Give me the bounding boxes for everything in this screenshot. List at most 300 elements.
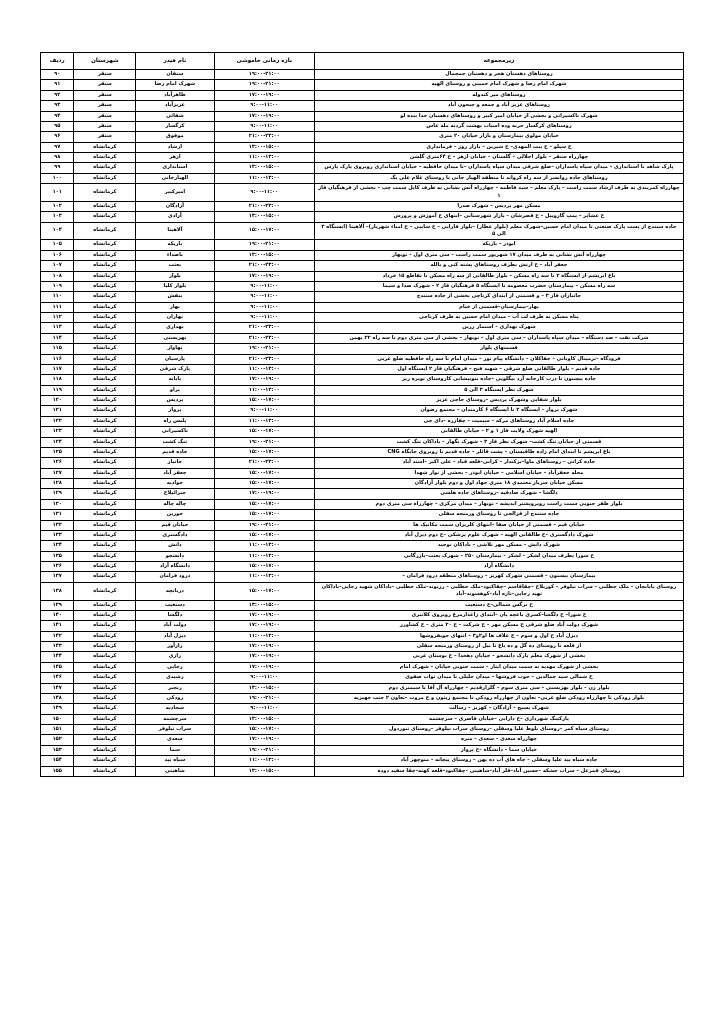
cell-radif: ۱۱۸ bbox=[41, 375, 74, 385]
cell-subset: بلوار زن – بلوار بهزیستی – سی متری سوم – گلزارقدیم – چهارراه آل آقا تا سیمتری دوم bbox=[314, 683, 683, 693]
table-row bbox=[41, 222, 684, 240]
cell-radif: ۱۴۲ bbox=[41, 631, 74, 641]
cell-subset: دیزل آباد خ اول و سوم – خ علاف ها او۲و۳ – انتهای جویفروشها bbox=[314, 631, 683, 641]
cell-city: کرمانشاه bbox=[74, 541, 136, 551]
cell-subset: مسکن خیابان سرباز معتمدی ۱۸ متری جهاد اول و دوم بلوار آزادگان bbox=[314, 479, 683, 489]
cell-time: ۹:۰۰-۱۱:۰۰ bbox=[214, 313, 314, 323]
cell-radif: ۱۴۱ bbox=[41, 621, 74, 631]
table-row bbox=[41, 541, 684, 551]
table-row bbox=[41, 725, 684, 735]
cell-time: ۲۱:۰۰-۲۳:۰۰ bbox=[214, 323, 314, 333]
table-row bbox=[41, 201, 684, 211]
cell-time: ۱۳:۰۰-۱۵:۰۰ bbox=[214, 163, 314, 173]
table-body bbox=[41, 70, 684, 777]
cell-feeder: دلگشا bbox=[136, 610, 214, 620]
cell-subset: قسمتی از خیابان تنگ کشت– شهرک نظر فاز ۳ – شهرک نگهار – باداکان تنگ کشت bbox=[314, 437, 683, 447]
table-row bbox=[41, 292, 684, 302]
cell-radif: ۱۳۴ bbox=[41, 541, 74, 551]
cell-feeder: جاده قدیم bbox=[136, 447, 214, 457]
cell-feeder: دستغیب bbox=[136, 600, 214, 610]
cell-city: کرمانشاه bbox=[74, 201, 136, 211]
cell-radif: ۱۲۵ bbox=[41, 447, 74, 457]
cell-time: ۱۷:۰۰-۱۹:۰۰ bbox=[214, 111, 314, 121]
table-row bbox=[41, 302, 684, 312]
cell-radif: ۱۲۸ bbox=[41, 479, 74, 489]
cell-time: ۱۷:۰۰-۱۹:۰۰ bbox=[214, 90, 314, 100]
cell-time: ۹:۰۰-۱۱:۰۰ bbox=[214, 292, 314, 302]
cell-time: ۱۵:۰۰-۱۷:۰۰ bbox=[214, 222, 314, 240]
cell-city: کرمانشاه bbox=[74, 735, 136, 745]
cell-radif: ۱۵۲ bbox=[41, 735, 74, 745]
cell-time: ۱۱:۰۰-۱۳:۰۰ bbox=[214, 153, 314, 163]
cell-time: ۱۷:۰۰-۱۹:۰۰ bbox=[214, 652, 314, 662]
cell-radif: ۱۳۳ bbox=[41, 530, 74, 540]
cell-subset: روستای قمرعل – سراب خشکه –حسین آباد–قلر آباد–شاهینی –چقاکبود–قلعه کهنه–چقا سفید دوده bbox=[314, 766, 683, 776]
cell-feeder: سعدی bbox=[136, 735, 214, 745]
cell-city: کرمانشاه bbox=[74, 212, 136, 222]
cell-subset: خ نرگس شمالی–خ دستغیب bbox=[314, 600, 683, 610]
cell-time: ۱۳:۰۰-۱۵:۰۰ bbox=[214, 714, 314, 724]
cell-radif: ۱۳۶ bbox=[41, 562, 74, 572]
cell-subset: جاده اسلام آباد روستاهای مرکه – سیمیت – چقازره –دای جی bbox=[314, 416, 683, 426]
cell-time: ۹:۰۰-۱۱:۰۰ bbox=[214, 184, 314, 202]
column-header-city: شهرستان bbox=[74, 53, 136, 70]
cell-time: ۱۷:۰۰-۱۹:۰۰ bbox=[214, 621, 314, 631]
cell-radif: ۹۵ bbox=[41, 121, 74, 131]
cell-time: ۱۵:۰۰-۱۷:۰۰ bbox=[214, 582, 314, 600]
cell-city: سنقر bbox=[74, 70, 136, 80]
cell-radif: ۱۰۲ bbox=[41, 201, 74, 211]
cell-feeder: سرچشمه bbox=[136, 714, 214, 724]
cell-time: ۱۹:۰۰-۲۱:۰۰ bbox=[214, 80, 314, 90]
table-row bbox=[41, 250, 684, 260]
cell-radif: ۱۵۵ bbox=[41, 766, 74, 776]
table-row bbox=[41, 510, 684, 520]
cell-time: ۱۷:۰۰-۱۹:۰۰ bbox=[214, 375, 314, 385]
cell-city: سنقر bbox=[74, 101, 136, 111]
table-row bbox=[41, 745, 684, 755]
cell-radif: ۱۲۴ bbox=[41, 437, 74, 447]
cell-subset: روستای بابانجان – ملک خطلبی – سراب نیلوفر – کوربلاخ –چقاقاسم –چقاکبود–ملک خطلبی – رزیوند–ملک خطلبی –باداکان شهید رجایی–باداکان نهید رجایی–تازه آباد–کوهسوند–آباد bbox=[314, 582, 683, 600]
cell-feeder: بهاران bbox=[136, 313, 214, 323]
cell-subset: شهرک دانش – مسکن مهر تلاشی – باداکان توحید bbox=[314, 541, 683, 551]
table-row bbox=[41, 153, 684, 163]
cell-time: ۱۹:۰۰-۲۱:۰۰ bbox=[214, 437, 314, 447]
cell-radif: ۱۱۰ bbox=[41, 292, 74, 302]
cell-time: ۱۳:۰۰-۱۵:۰۰ bbox=[214, 600, 314, 610]
table-row bbox=[41, 212, 684, 222]
table-row bbox=[41, 427, 684, 437]
cell-subset: خ شورا بطرف میدان لشکر – لشکر – بیمارستان ۲۵۰ – شهرک بعثت–بازرگانی bbox=[314, 551, 683, 561]
cell-time: ۱۱:۰۰-۱۳:۰۰ bbox=[214, 756, 314, 766]
cell-city: کرمانشاه bbox=[74, 396, 136, 406]
cell-city: کرمانشاه bbox=[74, 714, 136, 724]
cell-subset: جعفر آباد – خ ارتش بطرف روستاهای پشته کنی و بالله bbox=[314, 261, 683, 271]
table-row bbox=[41, 520, 684, 530]
cell-feeder: طاهرآباد bbox=[136, 90, 214, 100]
cell-city: کرمانشاه bbox=[74, 375, 136, 385]
cell-radif: ۱۰۸ bbox=[41, 271, 74, 281]
cell-radif: ۱۴۶ bbox=[41, 673, 74, 683]
cell-radif: ۱۱۵ bbox=[41, 344, 74, 354]
cell-feeder: بلوار کلیا bbox=[136, 281, 214, 291]
table-row bbox=[41, 70, 684, 80]
cell-time: ۱۹:۰۰-۲۱:۰۰ bbox=[214, 70, 314, 80]
column-header-feeder: نام فیدر bbox=[136, 53, 214, 70]
cell-radif: ۱۴۴ bbox=[41, 652, 74, 662]
cell-radif: ۱۳۰ bbox=[41, 499, 74, 509]
cell-subset: چهارراه سنقر – بلوار اجلالی – گلستان – خیابان ازهر – خ ۶۴متری گلشن bbox=[314, 153, 683, 163]
cell-city: کرمانشاه bbox=[74, 652, 136, 662]
cell-feeder: سیاه بید bbox=[136, 756, 214, 766]
table-row bbox=[41, 693, 684, 703]
cell-city: کرمانشاه bbox=[74, 292, 136, 302]
table-row bbox=[41, 364, 684, 374]
cell-time: ۱۵:۰۰-۱۷:۰۰ bbox=[214, 499, 314, 509]
cell-time: ۱۷:۰۰-۱۹:۰۰ bbox=[214, 489, 314, 499]
cell-time: ۱۹:۰۰-۲۱:۰۰ bbox=[214, 344, 314, 354]
cell-feeder: باصداء bbox=[136, 250, 214, 260]
cell-feeder: بهزیستی bbox=[136, 333, 214, 343]
cell-radif: ۹۴ bbox=[41, 111, 74, 121]
cell-radif: ۱۱۴ bbox=[41, 333, 74, 343]
cell-feeder: بعثت bbox=[136, 261, 214, 271]
cell-time: ۱۱:۰۰-۱۳:۰۰ bbox=[214, 173, 314, 183]
cell-time: ۹:۰۰-۱۱:۰۰ bbox=[214, 101, 314, 111]
cell-subset: روستای سیاه کمر –روستای بلوط علیا وسفلی –روستای سراب نیلوفر –روستای تنوردول bbox=[314, 725, 683, 735]
cell-feeder: دادگستری bbox=[136, 530, 214, 540]
cell-subset: روستاهای کرگسار حربه وده اسباب بهشت گردنه مله عاس bbox=[314, 121, 683, 131]
table-row bbox=[41, 642, 684, 652]
cell-radif: ۱۵۳ bbox=[41, 745, 74, 755]
cell-subset: شهرک پرواز – ایستگاه ۲ تا ایستگاه ۶ کارمندان – مجتمع رضوان bbox=[314, 406, 683, 416]
cell-subset: خ شمالی سید جمالدین – جوب فروشها – میدان جلیلی تا میدان نواب صفوی bbox=[314, 673, 683, 683]
cell-feeder: رودکی bbox=[136, 693, 214, 703]
cell-time: ۹:۰۰-۱۱:۰۰ bbox=[214, 281, 314, 291]
cell-city: کرمانشاه bbox=[74, 437, 136, 447]
cell-feeder: رجایی bbox=[136, 662, 214, 672]
cell-time: ۱۱:۰۰-۱۳:۰۰ bbox=[214, 572, 314, 582]
table-row bbox=[41, 396, 684, 406]
cell-feeder: رنجبر bbox=[136, 683, 214, 693]
cell-feeder: پارسیان bbox=[136, 354, 214, 364]
cell-radif: ۹۲ bbox=[41, 90, 74, 100]
cell-radif: ۱۳۵ bbox=[41, 551, 74, 561]
cell-time: ۱۵:۰۰-۱۷:۰۰ bbox=[214, 396, 314, 406]
cell-feeder: ارشاد bbox=[136, 142, 214, 152]
cell-time: ۹:۰۰-۱۱:۰۰ bbox=[214, 704, 314, 714]
cell-time: ۱۷:۰۰-۱۹:۰۰ bbox=[214, 642, 314, 652]
cell-feeder: سراب نیلوفر bbox=[136, 725, 214, 735]
cell-subset: بخشی از شهرک معلم پارک دانشجو – خیابان دهخدا – خ بوستان غربی bbox=[314, 652, 683, 662]
table-row bbox=[41, 735, 684, 745]
table-row bbox=[41, 90, 684, 100]
cell-time: ۱۵:۰۰-۱۷:۰۰ bbox=[214, 510, 314, 520]
column-header-radif: ردیف bbox=[41, 53, 74, 70]
cell-feeder: کرگسار bbox=[136, 121, 214, 131]
cell-feeder: جانباز bbox=[136, 458, 214, 468]
cell-radif: ۱۵۰ bbox=[41, 714, 74, 724]
cell-radif: ۱۴۳ bbox=[41, 642, 74, 652]
cell-time: ۲۱:۰۰-۲۳:۰۰ bbox=[214, 458, 314, 468]
cell-time: ۹:۰۰-۱۱:۰۰ bbox=[214, 673, 314, 683]
table-row bbox=[41, 281, 684, 291]
cell-time: ۱۵:۰۰-۱۷:۰۰ bbox=[214, 479, 314, 489]
cell-radif: ۱۰۳ bbox=[41, 212, 74, 222]
table-row bbox=[41, 572, 684, 582]
cell-city: کرمانشاه bbox=[74, 364, 136, 374]
table-row bbox=[41, 610, 684, 620]
cell-subset: دلگشا – شهرک صادقیه –روستاهای جاده هلشی bbox=[314, 489, 683, 499]
cell-subset: بلوار شفایی وشهرک پردیس –روستای حاجی عزیز bbox=[314, 396, 683, 406]
cell-city: کرمانشاه bbox=[74, 458, 136, 468]
cell-city: سنقر bbox=[74, 111, 136, 121]
cell-city: کرمانشاه bbox=[74, 621, 136, 631]
cell-radif: ۱۱۶ bbox=[41, 354, 74, 364]
cell-radif: ۹۰ bbox=[41, 70, 74, 80]
cell-radif: ۱۲۲ bbox=[41, 416, 74, 426]
table-row bbox=[41, 184, 684, 202]
cell-subset: جاده سنندج از پست پارک صنعتی تا میدان امام حسین–شهرک معلم (بلوار عطار) –بلوار فارابی – خ ساببی – خ امناء شهریار)– آلاهینا (ایستگاه ۳ الی ۵ bbox=[314, 222, 683, 240]
cell-feeder: جعفر آباد bbox=[136, 468, 214, 478]
table-row bbox=[41, 416, 684, 426]
cell-city: کرمانشاه bbox=[74, 250, 136, 260]
table-row bbox=[41, 80, 684, 90]
cell-city: کرمانشاه bbox=[74, 173, 136, 183]
cell-subset: الهیه شهرک ولایت فاز ۱ و ۲ – خیابان طالقانی bbox=[314, 427, 683, 437]
cell-city: کرمانشاه bbox=[74, 333, 136, 343]
cell-time: ۱۹:۰۰-۲۱:۰۰ bbox=[214, 520, 314, 530]
cell-radif: ۱۴۰ bbox=[41, 610, 74, 620]
cell-subset: پارکینگ شهرداری –خ دارابی –خیابان قاصری – سرچشمه bbox=[314, 714, 683, 724]
table-row bbox=[41, 551, 684, 561]
table-row bbox=[41, 447, 684, 457]
cell-time: ۱۷:۰۰-۱۹:۰۰ bbox=[214, 610, 314, 620]
cell-radif: ۱۴۹ bbox=[41, 704, 74, 714]
cell-radif: ۱۱۲ bbox=[41, 313, 74, 323]
cell-subset: روستاهای دهستان هجر و دهستان جمجمال bbox=[314, 70, 683, 80]
cell-feeder: امیرکبیر bbox=[136, 184, 214, 202]
table-row bbox=[41, 261, 684, 271]
cell-feeder: دولت آباد bbox=[136, 621, 214, 631]
cell-time: ۹:۰۰-۱۱:۰۰ bbox=[214, 121, 314, 131]
cell-time: ۲۱:۰۰-۲۳:۰۰ bbox=[214, 261, 314, 271]
cell-feeder: سنقان bbox=[136, 70, 214, 80]
table-row bbox=[41, 132, 684, 142]
cell-city: کرمانشاه bbox=[74, 520, 136, 530]
cell-subset: چهارراه کمربندی به طرف ارشاد سمت راست – پارک معلم – سید فاطمه – چهارراه آتش نشانی به طرف کابل سمت چپ – بخشی از فرهنگیان فاز ۱ bbox=[314, 184, 683, 202]
cell-city: کرمانشاه bbox=[74, 745, 136, 755]
cell-radif: ۱۳۸ bbox=[41, 582, 74, 600]
cell-feeder: استانداری bbox=[136, 163, 214, 173]
cell-city: کرمانشاه bbox=[74, 354, 136, 364]
cell-city: کرمانشاه bbox=[74, 704, 136, 714]
cell-subset: شهرک دولت آباد ضلع شرقی خ مسکن مهر – خ شرکت – خ ۲۰ متری – خ کشاورز bbox=[314, 621, 683, 631]
cell-feeder: دانش bbox=[136, 541, 214, 551]
cell-feeder: آزادگان bbox=[136, 201, 214, 211]
cell-time: ۱۵:۰۰-۱۷:۰۰ bbox=[214, 725, 314, 735]
cell-city: سنقر bbox=[74, 80, 136, 90]
table-row bbox=[41, 673, 684, 683]
cell-radif: ۱۲۰ bbox=[41, 396, 74, 406]
cell-time: ۱۳:۰۰-۱۵:۰۰ bbox=[214, 766, 314, 776]
table-header-row bbox=[41, 53, 684, 70]
cell-feeder: شهرک امام رضا bbox=[136, 80, 214, 90]
cell-time: ۱۹:۰۰-۲۱:۰۰ bbox=[214, 745, 314, 755]
table-row bbox=[41, 621, 684, 631]
table-row bbox=[41, 385, 684, 395]
cell-subset: خیابان مولوی بیمارستان و بازار خیابان ۲۰ متری bbox=[314, 132, 683, 142]
cell-feeder: سجادیه bbox=[136, 704, 214, 714]
cell-feeder: ازهر bbox=[136, 153, 214, 163]
cell-subset: باغ ابریشم تا ابتدای امام زاده طاقبستان – پشت قائلر – جاده قدیم تا روبروی جایگاه CNG bbox=[314, 447, 683, 457]
cell-city: کرمانشاه bbox=[74, 468, 136, 478]
table-row bbox=[41, 163, 684, 173]
cell-feeder: پردیس bbox=[136, 396, 214, 406]
cell-time: ۲۱:۰۰-۲۳:۰۰ bbox=[214, 354, 314, 364]
table-row bbox=[41, 662, 684, 672]
cell-city: کرمانشاه bbox=[74, 562, 136, 572]
cell-subset: شهرک نظر ایستگاه ۳ الی ۵ bbox=[314, 385, 683, 395]
cell-city: کرمانشاه bbox=[74, 281, 136, 291]
cell-time: ۱۱:۰۰-۱۳:۰۰ bbox=[214, 541, 314, 551]
table-row bbox=[41, 344, 684, 354]
table-row bbox=[41, 313, 684, 323]
cell-time: ۱۵:۰۰-۱۷:۰۰ bbox=[214, 447, 314, 457]
cell-feeder: موفوق bbox=[136, 132, 214, 142]
table-row bbox=[41, 240, 684, 250]
cell-city: کرمانشاه bbox=[74, 447, 136, 457]
cell-radif: ۱۳۲ bbox=[41, 520, 74, 530]
cell-city: کرمانشاه bbox=[74, 153, 136, 163]
cell-time: ۱۹:۰۰-۲۱:۰۰ bbox=[214, 693, 314, 703]
cell-radif: ۱۲۳ bbox=[41, 427, 74, 437]
cell-city: کرمانشاه bbox=[74, 313, 136, 323]
cell-subset: چهارراه آتش نشانی به طرف میدان ۱۷ شهریور سمت راست – سی متری اول – نوبهار bbox=[314, 250, 683, 260]
cell-time: ۱۵:۰۰-۱۷:۰۰ bbox=[214, 530, 314, 540]
cell-feeder: شفائی bbox=[136, 111, 214, 121]
cell-city: کرمانشاه bbox=[74, 756, 136, 766]
cell-city: کرمانشاه bbox=[74, 427, 136, 437]
cell-subset: چهارراه سعدی – سعدی – متره bbox=[314, 735, 683, 745]
cell-feeder: درود فرامان bbox=[136, 572, 214, 582]
cell-city: کرمانشاه bbox=[74, 693, 136, 703]
cell-city: کرمانشاه bbox=[74, 416, 136, 426]
cell-radif: ۱۳۷ bbox=[41, 572, 74, 582]
cell-feeder: تنگ کشت bbox=[136, 437, 214, 447]
table-row bbox=[41, 582, 684, 600]
cell-city: کرمانشاه bbox=[74, 642, 136, 652]
table-row bbox=[41, 562, 684, 572]
cell-city: کرمانشاه bbox=[74, 479, 136, 489]
cell-time: ۱۱:۰۰-۱۳:۰۰ bbox=[214, 364, 314, 374]
cell-subset: شهرک بسیج – آزادگان – کهریز – رسالت bbox=[314, 704, 683, 714]
cell-radif: ۹۳ bbox=[41, 101, 74, 111]
table-row bbox=[41, 173, 684, 183]
cell-feeder: دربابچه bbox=[136, 582, 214, 600]
cell-time: ۱۱:۰۰-۱۳:۰۰ bbox=[214, 631, 314, 641]
cell-time: ۱۳:۰۰-۱۵:۰۰ bbox=[214, 142, 314, 152]
cell-subset: شهرک بهداری – استمار زرین bbox=[314, 323, 683, 333]
table-header bbox=[41, 53, 684, 70]
cell-time: ۹:۰۰-۱۱:۰۰ bbox=[214, 302, 314, 312]
cell-city: کرمانشاه bbox=[74, 222, 136, 240]
table-row bbox=[41, 468, 684, 478]
cell-feeder: بهداری bbox=[136, 323, 214, 333]
cell-feeder: رازی bbox=[136, 652, 214, 662]
cell-radif: ۱۰۴ bbox=[41, 222, 74, 240]
table-row bbox=[41, 121, 684, 131]
cell-feeder: پایانه bbox=[136, 375, 214, 385]
cell-feeder: جوادیه bbox=[136, 479, 214, 489]
cell-feeder: دانشجو bbox=[136, 551, 214, 561]
cell-city: کرمانشاه bbox=[74, 261, 136, 271]
cell-radif: ۱۲۱ bbox=[41, 406, 74, 416]
cell-feeder: چاله چاله bbox=[136, 499, 214, 509]
cell-radif: ۱۴۸ bbox=[41, 693, 74, 703]
cell-subset: شهرک امام رضا و شهرک امام خمینی و روستای الهیه bbox=[314, 80, 683, 90]
cell-feeder: سما bbox=[136, 745, 214, 755]
cell-radif: ۱۵۴ bbox=[41, 756, 74, 766]
cell-city: سنقر bbox=[74, 121, 136, 131]
cell-time: ۱۱:۰۰-۱۳:۰۰ bbox=[214, 551, 314, 561]
cell-feeder: خیابان قیم bbox=[136, 520, 214, 530]
table-row bbox=[41, 704, 684, 714]
cell-feeder: بهار bbox=[136, 302, 214, 312]
cell-subset: جاده کرانی – روستاهای ماوا–بزکندار – کرانی–قلعه قباد – علی اکبر –اسند آباد bbox=[314, 458, 683, 468]
cell-city: کرمانشاه bbox=[74, 572, 136, 582]
cell-time: ۱۷:۰۰-۱۹:۰۰ bbox=[214, 735, 314, 745]
cell-city: کرمانشاه bbox=[74, 499, 136, 509]
cell-city: کرمانشاه bbox=[74, 725, 136, 735]
cell-radif: ۱۰۷ bbox=[41, 261, 74, 271]
cell-subset: خیابان قیم – قسمتی از خیابان صفا –انتهای کلریزان سمت مکانیک ها bbox=[314, 520, 683, 530]
cell-radif: ۱۰۱ bbox=[41, 184, 74, 202]
cell-subset: سه راه مسکن – بیمارستان حضرت معصومه تا ایستگاه ۵ فرهنگیان فاز ۲ – شهرک صدا و سیما bbox=[314, 281, 683, 291]
cell-time: ۲۱:۰۰-۲۳:۰۰ bbox=[214, 333, 314, 343]
cell-radif: ۱۳۱ bbox=[41, 510, 74, 520]
cell-time: ۲۱:۰۰-۲۳:۰۰ bbox=[214, 132, 314, 142]
cell-subset: بهار–بیمارستان–قسمتی از خیام bbox=[314, 302, 683, 312]
cell-feeder: عزیزآباد bbox=[136, 101, 214, 111]
cell-feeder: بنفش bbox=[136, 292, 214, 302]
cell-city: کرمانشاه bbox=[74, 766, 136, 776]
cell-time: ۱۵:۰۰-۱۷:۰۰ bbox=[214, 468, 314, 478]
cell-radif: ۱۵۱ bbox=[41, 725, 74, 735]
cell-subset: ابوذر – باریکه bbox=[314, 240, 683, 250]
cell-city: کرمانشاه bbox=[74, 344, 136, 354]
cell-subset: پناه مسکن به طرف لب آب – میدان امام حسین به طرف کرناچی bbox=[314, 313, 683, 323]
cell-radif: ۱۰۶ bbox=[41, 250, 74, 260]
cell-subset: بخشی از شهرک مهدیه به سمت میدان ایثار – سمت جنوبی خیابان – شهرک امام bbox=[314, 662, 683, 672]
cell-radif: ۱۳۹ bbox=[41, 600, 74, 610]
cell-city: کرمانشاه bbox=[74, 406, 136, 416]
cell-subset: خ شورا– خ دلگشا–کسری باغچه بان –ابتدای زاغذارمرغ روبروی کلانتری bbox=[314, 610, 683, 620]
cell-city: کرمانشاه bbox=[74, 385, 136, 395]
table-row bbox=[41, 375, 684, 385]
column-header-time: بازه زمانی خاموشی bbox=[214, 53, 314, 70]
cell-radif: ۱۰۹ bbox=[41, 281, 74, 291]
cell-feeder: آلاهینا bbox=[136, 222, 214, 240]
cell-feeder: خورین bbox=[136, 510, 214, 520]
cell-city: کرمانشاه bbox=[74, 610, 136, 620]
cell-radif: ۱۱۳ bbox=[41, 323, 74, 333]
cell-radif: ۹۱ bbox=[41, 80, 74, 90]
cell-city: کرمانشاه bbox=[74, 631, 136, 641]
cell-subset: شرکت نفت – صد دستگاه – میدان سپاه پاسداران – سی متری اول – نوبهار – بخشی از سی متری دوم تا سه راه ۲۲ بهمن bbox=[314, 333, 683, 343]
cell-subset: خ سیلو – خ بیت المهدی– خ شیرین – بازار روز – فرمانداری bbox=[314, 142, 683, 152]
cell-subset: فرودگاه –ترمینال کاوبانی – جفاکلان – دانشگاه پیام نور – میدان امام تا سه راه حافظیه ضلع غربی bbox=[314, 354, 683, 364]
